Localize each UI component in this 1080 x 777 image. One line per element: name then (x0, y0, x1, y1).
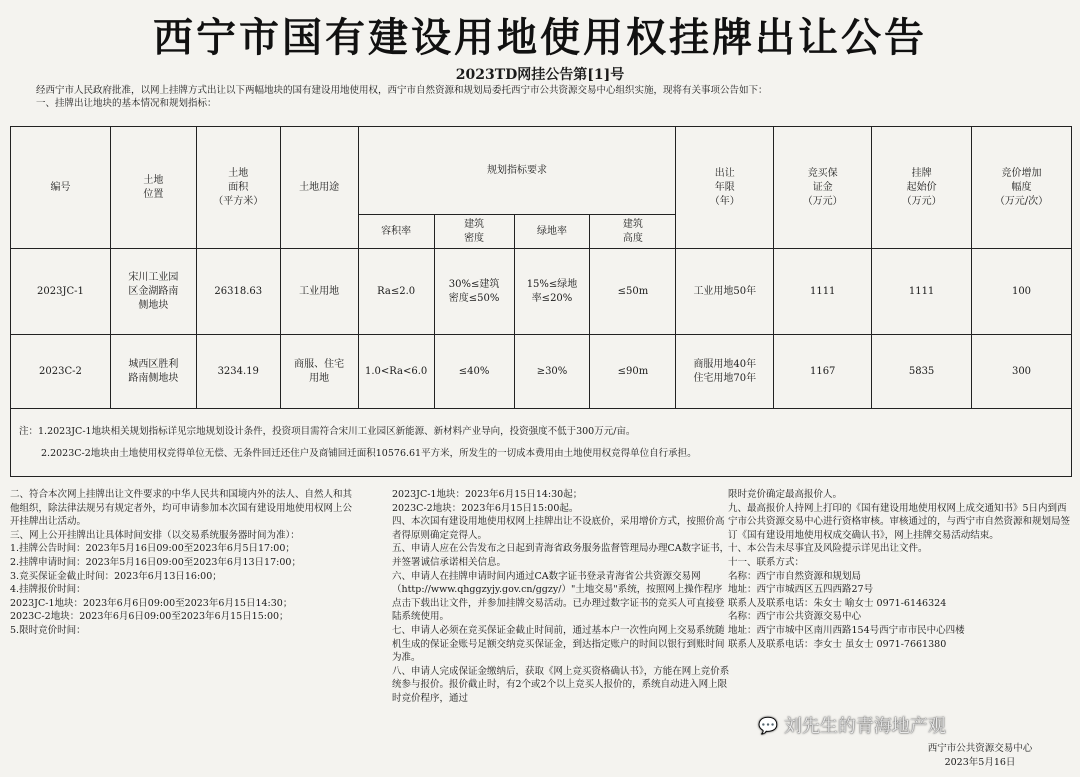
paragraph: 联系人及联系电话：李女士 虽女士 0971-7661380 (728, 638, 947, 650)
header-use: 土地用途 (280, 127, 358, 249)
header-planning: 规划指标要求 (358, 127, 676, 215)
header-increment: 竞价增加 幅度 （万元/次） (972, 127, 1072, 249)
cell-term: 工业用地50年 (676, 249, 774, 335)
cell-start-price: 5835 (872, 335, 972, 409)
paragraph: 2.挂牌申请时间：2023年5月16日09:00至2023年6月13日17:00； (10, 556, 301, 568)
paragraph: 十、本公告未尽事宜及风险提示详见出让文件。 (728, 543, 928, 555)
cell-height: ≤50m (590, 249, 676, 335)
cell-green: 15%≤绿地 率≤20% (514, 249, 590, 335)
cell-density: ≤40% (434, 335, 514, 409)
header-height: 建筑 高度 (590, 215, 676, 249)
parcel-table (10, 126, 1072, 477)
paragraph: 名称：西宁市公共资源交易中心 (728, 611, 862, 623)
cell-id: 2023C-2 (11, 335, 111, 409)
header-density: 建筑 密度 (434, 215, 514, 249)
paragraph: 二、符合本次网上挂牌出让文件要求的中华人民共和国境内外的法人、自然人和其他组织，除法律法规另有规定者外，均可申请参加本次国有建设用地使用权网上公开挂牌出让活动。 (10, 489, 353, 528)
issue-date: 2023年5月16日 (944, 757, 1016, 768)
paragraph: 八、申请人完成保证金缴纳后，获取《网上竞买资格确认书》，方能在网上竞价系统参与报价。报价截止时，有2个或2个以上竞买人报价的，系统自动进入网上限时竞价程序，通过 (392, 665, 730, 704)
header-term: 出让 年限 （年） (676, 127, 774, 249)
table-row (11, 249, 1072, 335)
paragraph: 2023JC-1地块：2023年6月6日09:00至2023年6月15日14:30； (10, 597, 293, 609)
table-row (11, 335, 1072, 409)
paragraph: 限时竞价确定最高报价人。 (728, 489, 843, 500)
paragraph: 五、申请人应在公告发布之日起到青海省政务服务监督管理局办理CA数字证书，并签署诚信承诺相关信息。 (392, 543, 730, 568)
cell-density: 30%≤建筑 密度≤50% (434, 249, 514, 335)
cell-area: 3234.19 (196, 335, 280, 409)
paragraph: 2023C-2地块：2023年6月6日09:00至2023年6月15日15:00； (10, 611, 289, 623)
paragraph: 九、最高报价人持网上打印的《国有建设用地使用权网上成交通知书》5日内到西宁市公共资源交易中心进行资格审核。审核通过的，与西宁市自然资源和规划局签订《国有建设用地使用权成交确认书》，网上挂牌交易活动结束。 (728, 502, 1071, 541)
cell-id: 2023JC-1 (11, 249, 111, 335)
column-middle (392, 488, 730, 706)
paragraph: 2023C-2地块：2023年6月15日15:00起。 (392, 502, 579, 514)
cell-green: ≥30% (514, 335, 590, 409)
header-area: 土地 面积 （平方米） (196, 127, 280, 249)
signature-block (900, 742, 1060, 770)
paragraph: 地址：西宁市城中区南川西路154号西宁市市民中心四楼 (728, 624, 965, 636)
cell-height: ≤90m (590, 335, 676, 409)
wechat-icon: 💬 (758, 715, 778, 735)
notice-number: 2023TD网挂公告第[1]号 (455, 67, 625, 83)
note-line: 注：1.2023JC-1地块相关规划指标详见宗地规划设计条件，投资项目需符合宋川工业园区新能源、新材料产业导向，投资强度不低于300万元/亩。 (19, 425, 636, 437)
header-location: 土地 位置 (110, 127, 196, 249)
paragraph: 1.挂牌公告时间：2023年5月16日09:00至2023年6月5日17:00； (10, 543, 295, 555)
note-line: 2.2023C-2地块由土地使用权竞得单位无偿、无条件回迁还住户及商铺回迁面积10576.61平方米，所发生的一切成本费用由土地使用权竞得单位自行承担。 (41, 447, 697, 459)
paragraph: 名称：西宁市自然资源和规划局 (728, 570, 862, 582)
paragraph: 七、申请人必须在竞买保证金截止时间前，通过基本户一次性向网上交易系统随机生成的保证金账号足额交纳竞买保证金，到达指定账户的时间以银行到账时间为准。 (392, 624, 725, 664)
column-right (728, 488, 1072, 651)
header-deposit: 竞买保 证金 （万元） (774, 127, 872, 249)
cell-deposit: 1111 (774, 249, 872, 335)
cell-deposit: 1167 (774, 335, 872, 409)
table-notes (11, 409, 1072, 477)
paragraph: 十一、联系方式： (728, 556, 805, 568)
paragraph: 联系人及联系电话：朱女士 喻女士 0971-6146324 (728, 597, 947, 609)
section-one-heading: 一、挂牌出让地块的基本情况和规划指标： (36, 98, 217, 109)
paragraph: 地址：西宁市城西区五四西路27号 (728, 584, 874, 596)
cell-far: 1.0<Ra<6.0 (358, 335, 434, 409)
notice-title: 西宁市国有建设用地使用权挂牌出让公告 (153, 15, 927, 61)
paragraph: 2023JC-1地块：2023年6月15日14:30起； (392, 489, 583, 500)
watermark-text: 刘先生的青海地产观 (783, 716, 946, 737)
intro-paragraph: 经西宁市人民政府批准，以网上挂牌方式出让以下两幅地块的国有建设用地使用权，西宁市自然资源和规划局委托西宁市公共资源交易中心组织实施，现将有关事项公告如下： (36, 85, 768, 96)
paragraph: 4.挂牌报价时间： (10, 584, 86, 596)
paragraph: 5.限时竞价时间： (10, 624, 86, 636)
cell-term: 商服用地40年 住宅用地70年 (676, 335, 774, 409)
header-id: 编号 (11, 127, 111, 249)
header-green: 绿地率 (514, 215, 590, 249)
cell-increment: 300 (972, 335, 1072, 409)
cell-use: 商服、住宅 用地 (280, 335, 358, 409)
header-far: 容积率 (358, 215, 434, 249)
paragraph: 3.竞买保证金截止时间：2023年6月13日16:00； (10, 570, 222, 582)
cell-location: 城西区胜利 路南侧地块 (110, 335, 196, 409)
cell-increment: 100 (972, 249, 1072, 335)
paragraph: 三、网上公开挂牌出让具体时间安排（以交易系统服务器时间为准）： (10, 529, 300, 541)
cell-far: Ra≤2.0 (358, 249, 434, 335)
cell-location: 宋川工业园 区金湖路南 侧地块 (110, 249, 196, 335)
paragraph: 六、申请人在挂牌申请时间内通过CA数字证书登录青海省公共资源交易网（http://www.qhggzyjy.gov.cn/ggzy/）"土地交易"系统，按照网上操作程序点击下载出让文件，并参加挂牌交易活动。已办理过数字证书的竞买人可直接登陆系统使用。 (392, 570, 725, 623)
header-start-price: 挂牌 起始价 （万元） (872, 127, 972, 249)
intro-text (36, 84, 1066, 110)
column-left (10, 488, 360, 638)
cell-use: 工业用地 (280, 249, 358, 335)
cell-area: 26318.63 (196, 249, 280, 335)
issuer: 西宁市公共资源交易中心 (927, 743, 1033, 754)
cell-start-price: 1111 (872, 249, 972, 335)
paragraph: 四、本次国有建设用地使用权网上挂牌出让不设底价，采用增价方式，按照价高者得原则确定竞得人。 (392, 516, 725, 541)
wechat-watermark (758, 712, 946, 738)
